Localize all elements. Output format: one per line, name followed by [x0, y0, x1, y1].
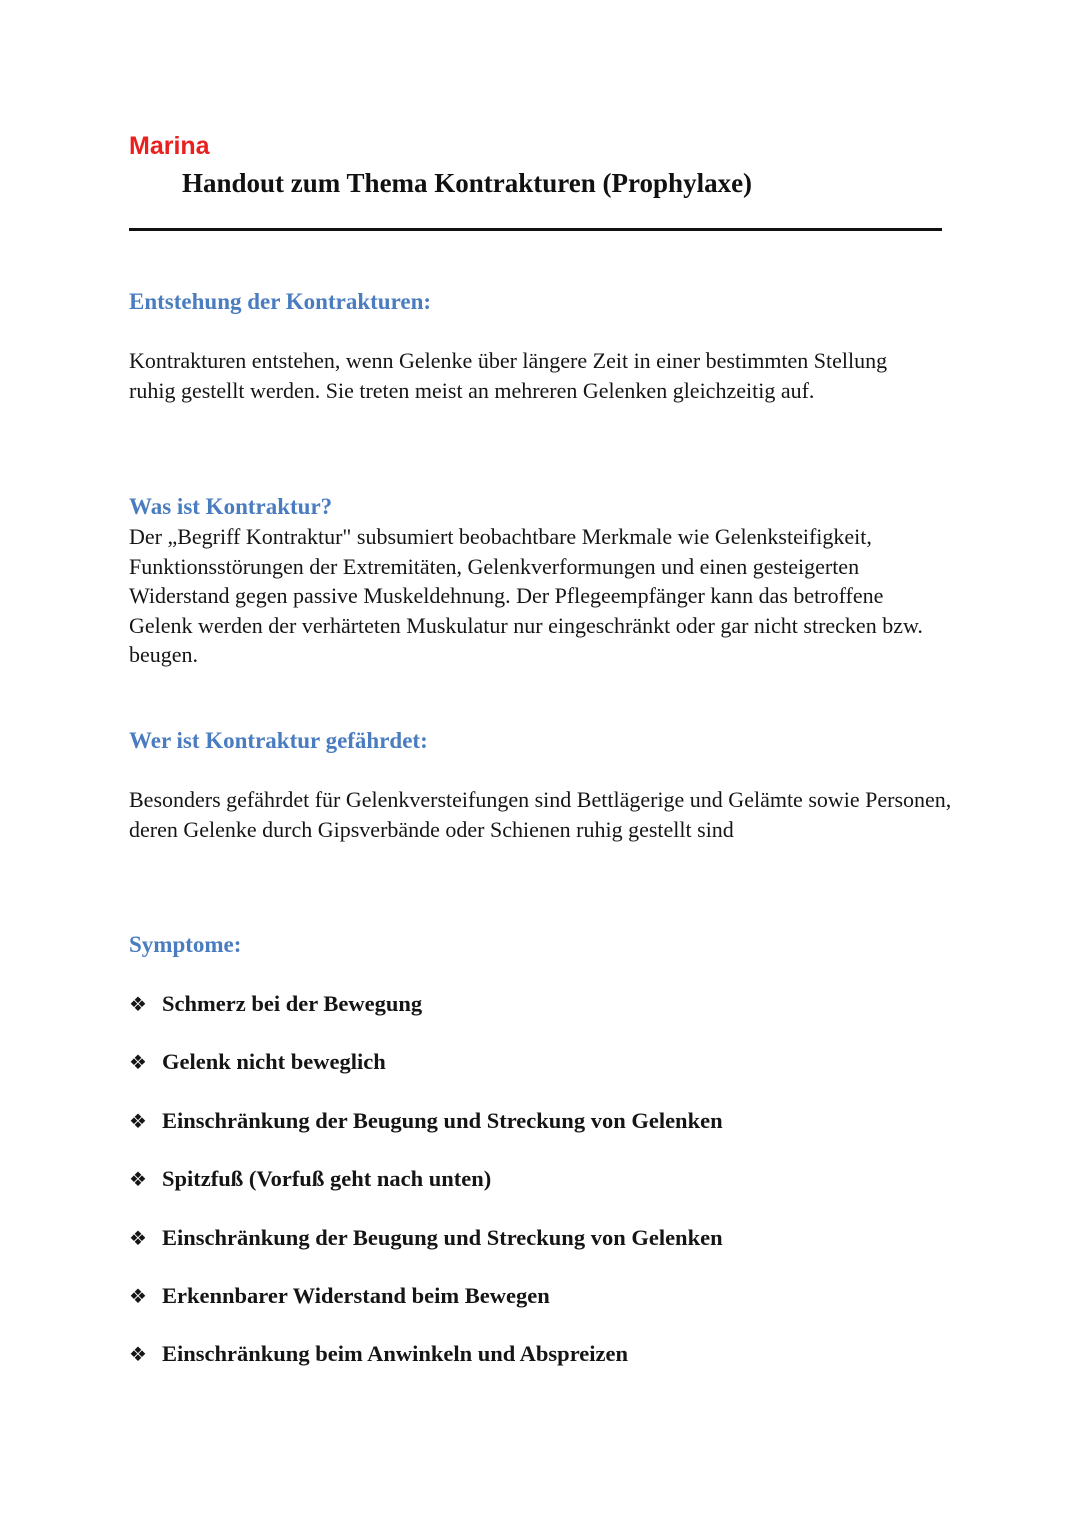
paragraph-wer-ist: Besonders gefährdet für Gelenkversteifungen sind Bettlägerige und Gelämte sowie Personen, deren Gelenke durch Gipsverbände oder Schienen ruhig gestellt sind: [129, 787, 952, 842]
title-divider: [129, 228, 942, 231]
author-name: Marina: [129, 132, 210, 160]
symptom-item: [129, 1046, 723, 1104]
symptom-text: Einschränkung der Beugung und Streckung von Gelenken: [162, 1224, 723, 1250]
symptom-item: [129, 1338, 723, 1396]
symptom-item: [129, 1280, 723, 1338]
diamond-bullet-icon: ❖: [129, 1167, 147, 1192]
symptom-text: Schmerz bei der Bewegung: [162, 991, 423, 1016]
symptom-item: [129, 988, 723, 1046]
heading-wer-ist: Wer ist Kontraktur gefährdet:: [129, 728, 428, 753]
diamond-bullet-icon: ❖: [129, 1283, 147, 1308]
diamond-bullet-icon: ❖: [129, 1225, 147, 1250]
symptom-text: Gelenk nicht beweglich: [162, 1049, 386, 1075]
document-title: Handout zum Thema Kontrakturen (Prophylaxe): [182, 168, 753, 198]
symptom-text: Spitzfuß (Vorfuß geht nach unten): [162, 1166, 492, 1192]
symptom-item: [129, 1222, 723, 1280]
symptom-text: Einschränkung beim Anwinkeln und Abspreizen: [162, 1341, 628, 1367]
heading-was-ist: Was ist Kontraktur?: [129, 494, 333, 519]
diamond-bullet-icon: ❖: [129, 1342, 147, 1367]
symptom-list: [129, 988, 723, 1397]
symptom-item: [129, 1105, 723, 1163]
symptom-item: [129, 1163, 723, 1221]
paragraph-was-ist: Der „Begriff Kontraktur" subsumiert beobachtbare Merkmale wie Gelenksteifigkeit, Funktionsstörungen der Extremitäten, Gelenkverformungen und einen gesteigerten Widerstand gegen passive Muskeldehnung. Der Pflegeempfänger kann das betroffene Gelenk werden der verhärteten Muskulatur nur eingeschränkt oder gar nicht strecken bzw. beugen.: [129, 524, 923, 667]
symptom-text: Erkennbarer Widerstand beim Bewegen: [162, 1282, 550, 1308]
diamond-bullet-icon: ❖: [129, 1050, 147, 1075]
diamond-bullet-icon: ❖: [129, 992, 147, 1016]
symptom-text: Einschränkung der Beugung und Streckung von Gelenken: [162, 1107, 723, 1133]
heading-symptome: Symptome:: [129, 932, 242, 957]
heading-entstehung: Entstehung der Kontrakturen:: [129, 289, 432, 314]
diamond-bullet-icon: ❖: [129, 1108, 147, 1133]
paragraph-entstehung: Kontrakturen entstehen, wenn Gelenke über längere Zeit in einer bestimmten Stellung ruhig gestellt werden. Sie treten meist an mehreren Gelenken gleichzeitig auf.: [129, 348, 888, 403]
